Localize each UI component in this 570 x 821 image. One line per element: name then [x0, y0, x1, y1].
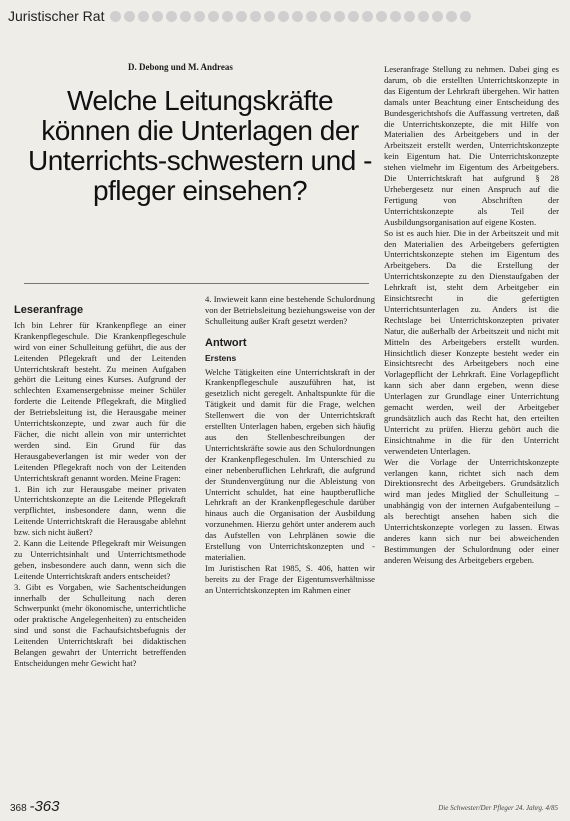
page-number-area — [10, 798, 60, 815]
column-1 — [14, 305, 186, 669]
answer-paragraph-4: So ist es auch hier. Die in der Arbeitszeit und mit den Materialien des Arbeitgebers gefertigten Unterrichtskonzepte stehen im Eigentum des Arbeitgebers. Da die Erstellung der Unterrichtskonzepte zu den Dienstaufgaben der Lehrkraft ist, steht dem Arbeitgeber ein Einsichtsrecht in die gefertigten Unterrichtsunterlagen zu. Anders ist die Rechtslage bei Unterrichtskonzepten privater Natur, die außerhalb der Arbeitszeit und nicht mit Mitteln des Arbeitgebers erstellt wurden. Hinsichtlich dieser Konzepte besteht weder ein Einsichtsrecht des Arbeitgebers noch eine Vorlagepflicht der Lehrkraft. Eine Vorlagepflicht kann sich aber dann ergeben, wenn diese Unterlagen zur Grundlage einer Unterrichtung gemacht werden, weil der Arbeitgeber grundsätzlich auch das Recht hat, den erteilten Unterricht zu prüfen. Hierzu gehört auch die Einsichtnahme in die für den Unterricht verwendeten Unterlagen. — [384, 227, 559, 456]
decor-dot — [334, 11, 345, 22]
answer-subheading: Erstens — [205, 352, 237, 363]
question-body: Ich bin Lehrer für Krankenpflege an einer Krankenpflegeschule. Die Krankenpflegeschule wird von einer Schulleitung geführt, die aus der Leitenden Pflegekraft und der Leitenden Unterrichtskraft besteht. Zu meinen Aufgaben gehört die Leitung eines Kurses. Aufgrund der schlechten Examensergebnisse meiner Schüler forderte die Leitende Pflegekraft, die Mitglied der Betriebsleitung ist, die Herausgabe meiner Unterrichtskonzepte, und zwar auch für die Fächer, die nicht allein von mir unterrichtet werden sind. Ein Grund für das Herausgabeverlangen ist mir weder von der Leitenden Pflegekraft noch von der Leitenden Unterrichtskraft genannt worden. Meine Fragen: — [14, 319, 186, 483]
decor-dot — [446, 11, 457, 22]
decor-dot — [180, 11, 191, 22]
handwritten-annotation: -363 — [29, 798, 60, 815]
decor-dot — [110, 11, 121, 22]
decor-dot — [376, 11, 387, 22]
question-item-1: 1. Bin ich zur Herausgabe meiner privaten Unterrichtskonzepte an die Leitende Pflegekraft verpflichtet, insbesondere dann, wenn die Leitende Unterrichtskraft die Herausgabe ablehnt bzw. sich nicht äußert? — [14, 483, 186, 538]
header-dot-row — [110, 11, 471, 22]
answer-paragraph-2: Im Juristischen Rat 1985, S. 406, hatten wir bereits zu der Frage der Eigentumsverhältnisse an Unterrichtskonzepten im Rahmen einer — [205, 562, 375, 595]
journal-reference: Die Schwester/Der Pfleger 24. Jahrg. 4/85 — [438, 804, 558, 812]
decor-dot — [418, 11, 429, 22]
title-divider — [24, 283, 369, 284]
decor-dot — [320, 11, 331, 22]
decor-dot — [152, 11, 163, 22]
answer-paragraph-1: Welche Tätigkeiten eine Unterrichtskraft in der Krankenpflegeschule auszuführen hat, ist gesetzlich nicht geregelt. Anhaltspunkte für die Tätigkeit und damit für die Frage, welchen Stellenwert die von der Unterrichtskraft erstellten Unterlagen haben, ergeben sich häufig aus den Stellenbeschreibungen der Unterrichtskräfte sowie aus den Schulordnungen der Krankenpflegeschulen. Im Unterschied zu einer nebenberuflichen Lehrkraft, die aufgrund der Stundenvergütung nur die Ableistung von Unterricht schuldet, hat eine hauptberufliche Lehrkraft an der Krankenpflegeschule darüber hinaus auch die Organisation der Ausbildung vorzunehmen. Hierzu gehört unter anderem auch das Aufstellen von Lehrplänen sowie die Erstellung von Unterrichtskonzepten und -materialien. — [205, 366, 375, 562]
section-header — [8, 6, 471, 26]
decor-dot — [278, 11, 289, 22]
question-item-4: 4. Inwieweit kann eine bestehende Schulordnung von der Betriebsleitung beziehungsweise von der Schulleitung außer Kraft gesetzt werden? — [205, 294, 375, 326]
question-heading: Leseranfrage — [14, 304, 84, 316]
decor-dot — [208, 11, 219, 22]
decor-dot — [264, 11, 275, 22]
page-number: 368 — [10, 803, 27, 814]
decor-dot — [166, 11, 177, 22]
decor-dot — [222, 11, 233, 22]
decor-dot — [250, 11, 261, 22]
answer-paragraph-5: Wer die Vorlage der Unterrichtskonzepte verlangen kann, richtet sich nach dem Direktionsrecht des Arbeitgebers. Grundsätzlich wird man jedes Mitglied der Schulleitung – unabhängig von der internen Aufgabenteilung – als berechtigt ansehen haben sich die Unterrichtskonzepte vorlegen zu lassen. Etwas anderes kann sich nur bei abweichenden Bestimmungen der Schulordnung oder einer anderen Weisung des Arbeitgebers ergeben. — [384, 456, 559, 565]
column-2 — [205, 294, 375, 596]
decor-dot — [460, 11, 471, 22]
decor-dot — [194, 11, 205, 22]
decor-dot — [432, 11, 443, 22]
decor-dot — [236, 11, 247, 22]
question-item-3: 3. Gibt es Vorgaben, wie Sachentscheidungen innerhalb der Schulleitung nach deren Schwerpunkt (mehr ökonomische, unterrichtliche oder praktische Angelegenheiten) zu entscheiden sind und sonst die Fachaufsichtsbefugnis der Leitenden Unterrichtskraft bei didaktischen Belangen gewahrt der Unterricht betreffenden Entscheidungen mehr Gewicht hat? — [14, 581, 186, 668]
decor-dot — [404, 11, 415, 22]
decor-dot — [292, 11, 303, 22]
article-authors: D. Debong und M. Andreas — [128, 62, 233, 72]
decor-dot — [124, 11, 135, 22]
decor-dot — [306, 11, 317, 22]
column-3 — [384, 64, 559, 566]
answer-heading: Antwort — [205, 336, 247, 349]
decor-dot — [390, 11, 401, 22]
answer-paragraph-3: Leseranfrage Stellung zu nehmen. Dabei ging es darum, ob die erstellten Unterrichtskonzepte in das Eigentum der Lehrkraft übergehen. Wir hatten damals unter Beachtung einer Entscheidung des Bundesgerichtshofs die Auffassung vertreten, daß die Unterrichtskonzepte, die mit Hilfe von Materialien des Arbeitgebers und in der Arbeitszeit erstellt werden, Unterrichtskonzepte kein Eigentum hat. Die Unterrichtskonzepte stehen vielmehr im Eigentum des Arbeitgebers. Die Unterrichtskraft hat aufgrund § 28 Urhebergesetz nur einen Anspruch auf die Fertigung von Abschriften der Unterrichtskonzepte als Teil der Ausbildungsorganisation auf eigene Kosten. — [384, 64, 559, 227]
section-title: Juristischer Rat — [8, 8, 105, 24]
question-item-2: 2. Kann die Leitende Pflegekraft mir Weisungen zu Unterrichtsinhalt und Unterrichtsmethode geben, insbesondere auch dann, wenn sich die Leitende Unterrichtskraft anders entscheidet? — [14, 538, 186, 581]
decor-dot — [138, 11, 149, 22]
decor-dot — [362, 11, 373, 22]
decor-dot — [348, 11, 359, 22]
article-title: Welche Leitungskräfte können die Unterlagen der Unterrichts-schwestern und -pfleger einsehen? — [28, 85, 372, 206]
